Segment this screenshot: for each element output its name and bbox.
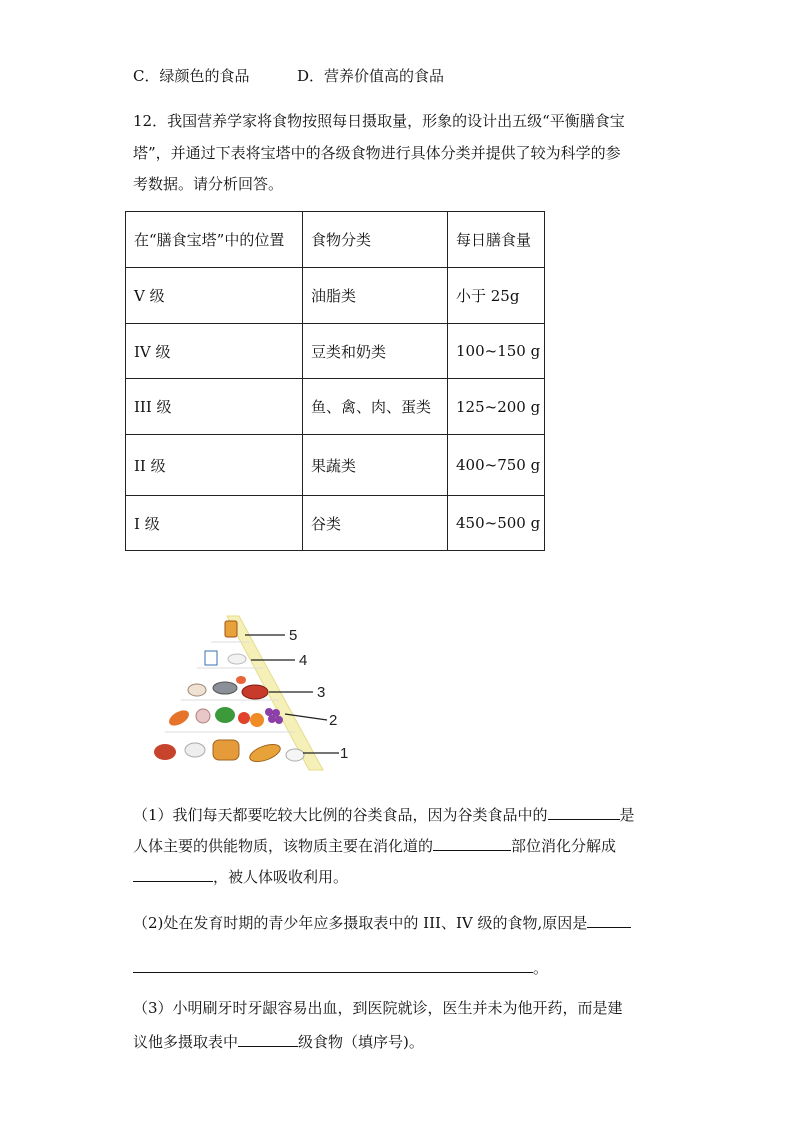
table-cell: II 级 (126, 435, 303, 496)
rice-bowl-icon (286, 749, 304, 761)
sub3-line-2 (133, 1030, 424, 1052)
answer-blank-3[interactable] (133, 865, 213, 882)
pyramid-label-4: 4 (299, 652, 308, 669)
answer-blank-4[interactable] (587, 911, 631, 928)
table-row (126, 379, 545, 435)
sub1-line-3 (133, 865, 348, 887)
onion-icon (196, 709, 210, 723)
option-c: C．绿颜色的食品 (133, 67, 250, 85)
sub1-line-1 (133, 803, 635, 825)
table-row (126, 324, 545, 379)
table-cell: 果蔬类 (303, 435, 448, 496)
table-header: 每日膳食量 (448, 212, 545, 268)
table-cell: 小于 25g (448, 268, 545, 324)
chicken-icon (188, 684, 206, 696)
greens-icon (215, 707, 235, 723)
q12-line-1: 12．我国营养学家将食物按照每日摄取量，形象的设计出五级“平衡膳食宝 (133, 112, 625, 130)
pyramid-label-2: 2 (329, 712, 338, 729)
answer-blank-1[interactable] (548, 803, 620, 820)
beans-bowl-icon (228, 654, 246, 664)
table-header: 食物分类 (303, 212, 448, 268)
sub3-text-b: 议他多摄取表中 (133, 1033, 239, 1051)
pyramid-label-5: 5 (289, 627, 298, 644)
baguette-icon (248, 741, 283, 765)
carrot-icon (166, 707, 191, 728)
table-cell: 125~200 g (448, 379, 545, 435)
bun-icon (185, 743, 205, 757)
sub2-line-1 (133, 911, 631, 933)
table-row (126, 496, 545, 551)
table-header: 在“膳食宝塔”中的位置 (126, 212, 303, 268)
table-row (126, 435, 545, 496)
orange-icon (250, 713, 264, 727)
table-cell: 鱼、禽、肉、蛋类 (303, 379, 448, 435)
table-cell: 油脂类 (303, 268, 448, 324)
sub1-text-e: ，被人体吸收利用。 (213, 868, 349, 886)
sub2-text-a: （2)处在发育时期的青少年应多摄取表中的 III、IV 级的食物,原因是 (133, 914, 588, 932)
q12-line-2: 塔”，并通过下表将宝塔中的各级食物进行具体分类并提供了较为科学的参 (133, 144, 621, 162)
table-row (126, 268, 545, 324)
table-cell: 豆类和奶类 (303, 324, 448, 379)
pyramid-label-3: 3 (317, 684, 326, 701)
sausage-icon (242, 685, 268, 699)
diet-table (125, 211, 545, 551)
sub1-line-2 (133, 834, 616, 856)
option-d: D．营养价值高的食品 (297, 67, 445, 85)
table-cell: 400~750 g (448, 435, 545, 496)
sub3-text-c: 级食物（填序号)。 (298, 1033, 424, 1051)
fish-icon (213, 682, 237, 694)
table-cell: I 级 (126, 496, 303, 551)
table-cell: IV 级 (126, 324, 303, 379)
answer-blank-6[interactable] (238, 1030, 298, 1047)
bread-icon (213, 740, 239, 760)
sub1-text-d: 部位消化分解成 (511, 837, 617, 855)
sub2-line-2 (133, 956, 548, 978)
table-cell: 450~500 g (448, 496, 545, 551)
sub1-text-a: （1）我们每天都要吃较大比例的谷类食品，因为谷类食品中的 (133, 806, 548, 824)
sub1-text-b: 是 (619, 806, 635, 824)
sub1-text-c: 人体主要的供能物质，该物质主要在消化道的 (133, 837, 434, 855)
table-cell: 谷类 (303, 496, 448, 551)
tomato-icon (238, 712, 250, 724)
shrimp-icon (236, 676, 246, 684)
sub2-end: 。 (533, 959, 549, 977)
answer-blank-5[interactable] (133, 956, 533, 973)
q12-line-3: 考数据。请分析回答。 (133, 175, 284, 193)
table-cell: III 级 (126, 379, 303, 435)
pyramid-label-1: 1 (340, 745, 349, 762)
sub3-line-1: （3）小明刷牙时牙龈容易出血，到医院就诊，医生并未为他开药，而是建 (133, 999, 623, 1017)
answer-blank-2[interactable] (433, 834, 511, 851)
sweet-potato-icon (154, 744, 176, 760)
oil-bottle-icon (225, 621, 237, 637)
milk-carton-icon (205, 651, 217, 665)
table-cell: 100~150 g (448, 324, 545, 379)
diet-pyramid-figure (145, 612, 365, 772)
table-header-row (126, 212, 545, 268)
table-cell: V 级 (126, 268, 303, 324)
